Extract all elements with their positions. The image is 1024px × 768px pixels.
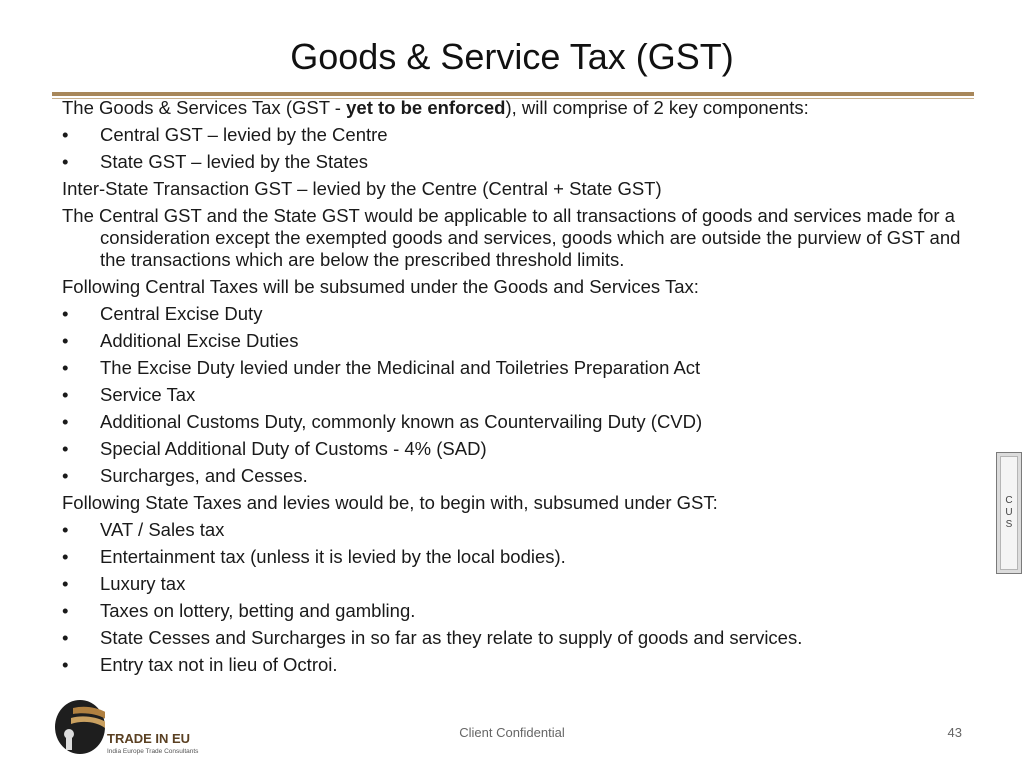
bullet-icon: • <box>62 519 69 540</box>
list-item <box>62 151 962 173</box>
bullet-icon: • <box>62 357 69 378</box>
bullet-icon: • <box>62 627 69 648</box>
bullet-icon: • <box>62 384 69 405</box>
state-taxes-heading: Following State Taxes and levies would be, to begin with, subsumed under GST: <box>62 492 718 513</box>
bullet-icon: • <box>62 124 69 145</box>
central-tax-item: Service Tax <box>100 384 196 405</box>
bullet-icon: • <box>62 465 69 486</box>
state-tax-item: Taxes on lottery, betting and gambling. <box>100 600 416 621</box>
intro-paragraph <box>62 97 962 119</box>
list-item <box>62 124 962 146</box>
central-tax-item: Additional Customs Duty, commonly known as Countervailing Duty (CVD) <box>100 411 703 432</box>
component-central-gst: Central GST – levied by the Centre <box>100 124 388 145</box>
central-tax-item: Central Excise Duty <box>100 303 263 324</box>
bullet-icon: • <box>62 438 69 459</box>
applicability-paragraph: The Central GST and the State GST would be applicable to all transactions of goods and services made for a consideration except the exempted goods and services, goods which are outside the purview of GST and the transactions which are below the prescribed threshold limits. <box>62 205 961 270</box>
state-tax-item: Luxury tax <box>100 573 186 594</box>
central-tax-item: Surcharges, and Cesses. <box>100 465 308 486</box>
central-tax-item: Additional Excise Duties <box>100 330 299 351</box>
bullet-icon: • <box>62 573 69 594</box>
footer-confidential: Client Confidential <box>459 725 565 740</box>
side-tab-inner <box>1000 456 1018 570</box>
list-item <box>62 519 962 541</box>
side-tab-letter: S <box>1005 519 1013 530</box>
intro-text-start: The Goods & Services Tax (GST - <box>62 97 347 118</box>
list-item <box>62 303 962 325</box>
page-number: 43 <box>947 725 962 740</box>
state-tax-item: Entertainment tax (unless it is levied by the local bodies). <box>100 546 566 567</box>
slide-title: Goods & Service Tax (GST) <box>290 36 734 77</box>
bullet-icon: • <box>62 600 69 621</box>
list-item <box>62 330 962 352</box>
list-item <box>62 384 962 406</box>
slide-body <box>62 97 962 681</box>
side-tab-letter: C <box>1005 495 1013 506</box>
bullet-icon: • <box>62 654 69 675</box>
central-tax-item: Special Additional Duty of Customs - 4% (SAD) <box>100 438 487 459</box>
central-tax-item: The Excise Duty levied under the Medicinal and Toiletries Preparation Act <box>100 357 701 378</box>
list-item <box>62 357 962 379</box>
state-tax-item: VAT / Sales tax <box>100 519 225 540</box>
central-taxes-heading: Following Central Taxes will be subsumed under the Goods and Services Tax: <box>62 276 699 297</box>
list-item <box>62 465 962 487</box>
component-state-gst: State GST – levied by the States <box>100 151 369 172</box>
list-item <box>62 546 962 568</box>
bullet-icon: • <box>62 546 69 567</box>
inter-state-paragraph: Inter-State Transaction GST – levied by the Centre (Central + State GST) <box>62 178 662 199</box>
list-item <box>62 627 962 649</box>
logo-tagline: India Europe Trade Consultants <box>107 748 199 755</box>
side-tab-letter: U <box>1005 507 1013 518</box>
intro-text-end: ), will comprise of 2 key components: <box>505 97 809 118</box>
list-item <box>62 654 962 676</box>
bullet-icon: • <box>62 411 69 432</box>
list-item <box>62 600 962 622</box>
side-tab-handle[interactable] <box>996 452 1022 574</box>
list-item <box>62 438 962 460</box>
list-item <box>62 573 962 595</box>
state-tax-item: State Cesses and Surcharges in so far as they relate to supply of goods and services. <box>100 627 803 648</box>
intro-emphasis: yet to be enforced <box>346 97 506 118</box>
title-divider <box>52 92 974 96</box>
logo-wordmark: TRADE IN EU <box>107 731 191 746</box>
bullet-icon: • <box>62 303 69 324</box>
list-item <box>62 411 962 433</box>
bullet-icon: • <box>62 151 69 172</box>
state-tax-item: Entry tax not in lieu of Octroi. <box>100 654 338 675</box>
bullet-icon: • <box>62 330 69 351</box>
